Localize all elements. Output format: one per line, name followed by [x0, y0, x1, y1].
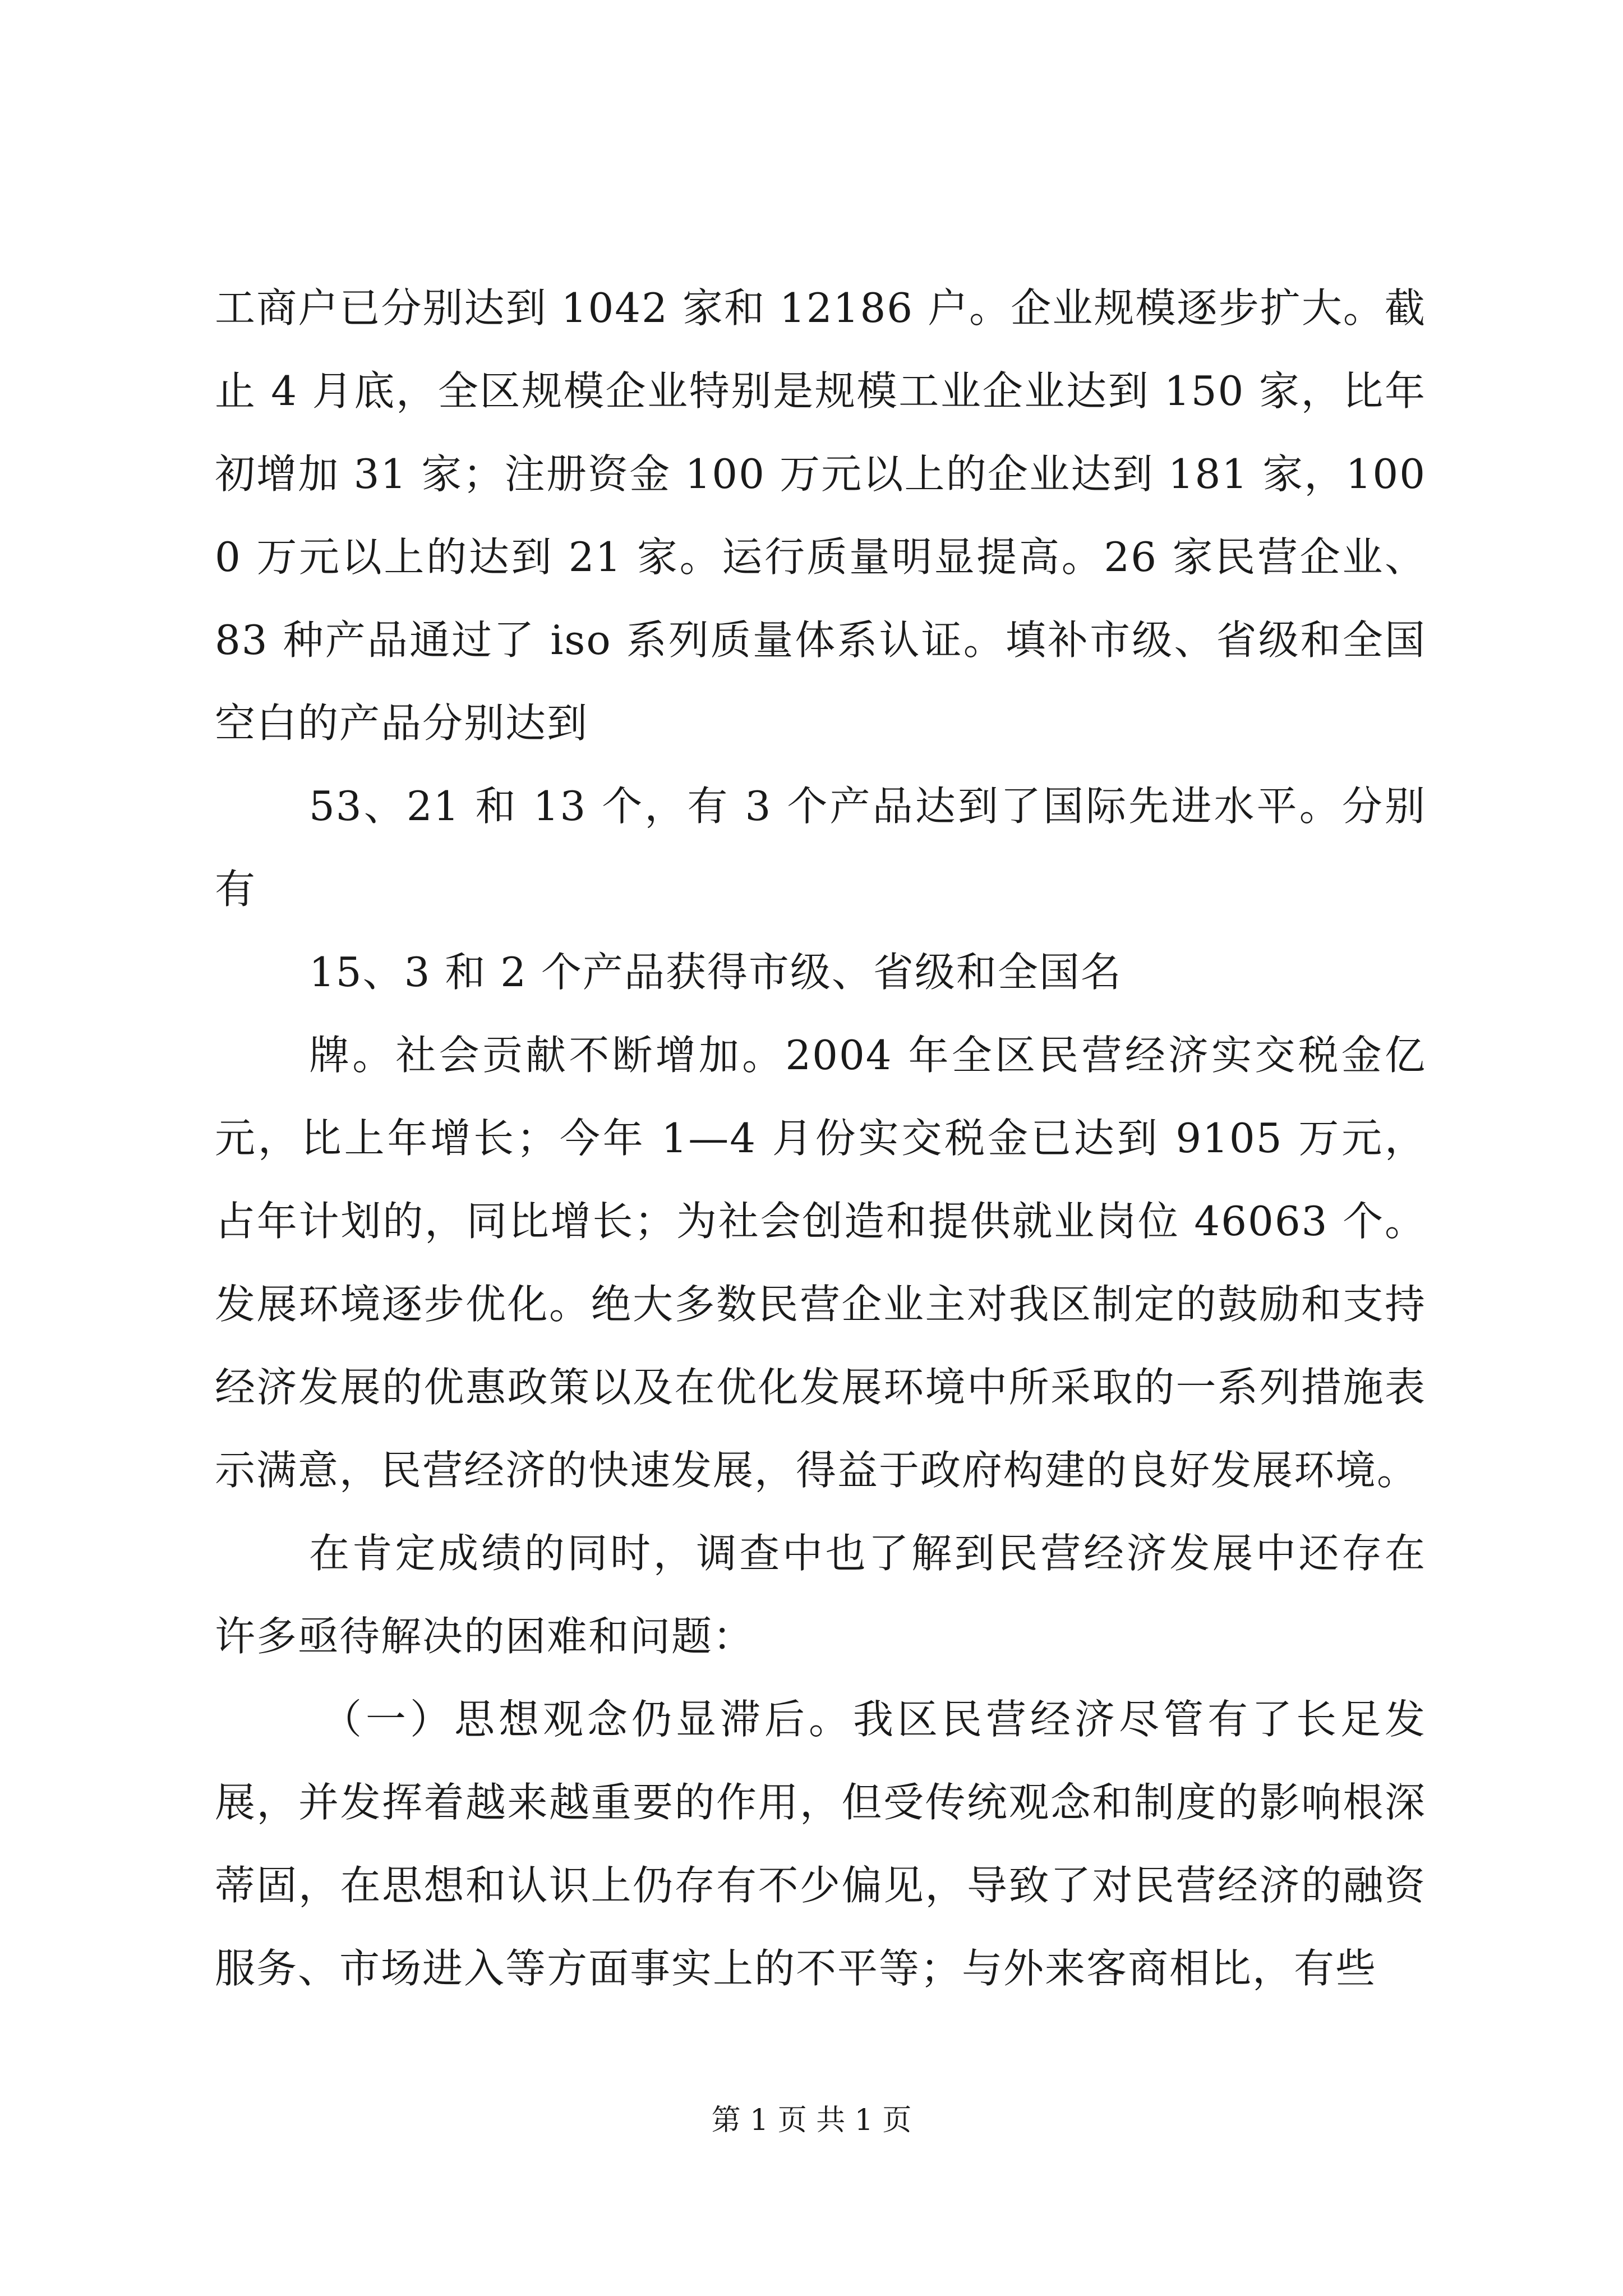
- paragraph-5: 在肯定成绩的同时，调查中也了解到民营经济发展中还存在许多亟待解决的困难和问题：: [215, 1530, 1426, 1660]
- paragraph-4: 牌。社会贡献不断增加。2004 年全区民营经济实交税金亿元，比上年增长；今年 1—4 月份实交税金已达到 9105 万元，占年计划的，同比增长；为社会创造和提供就业岗位 46063 个。发展环境逐步优化。绝大多数民营企业主对我区制定的鼓励和支持经济发展的优惠政策以及在优化发展环境中所采取的一系列措施表示满意，民营经济的快速发展，得益于政府构建的良好发展环境。: [215, 1032, 1426, 1494]
- paragraph-3: 15、3 和 2 个产品获得市级、省级和全国名: [309, 949, 1122, 996]
- paragraph-6: （一）思想观念仍显滞后。我区民营经济尽管有了长足发展，并发挥着越来越重要的作用，但受传统观念和制度的影响根深蒂固，在思想和认识上仍存有不少偏见，导致了对民营经济的融资服务、市场进入等方面事实上的不平等；与外来客商相比，有些: [215, 1696, 1426, 1992]
- paragraph-1: 工商户已分别达到 1042 家和 12186 户。企业规模逐步扩大。截止 4 月底，全区规模企业特别是规模工业企业达到 150 家，比年初增加 31 家；注册资金 100 万元以上的企业达到 181 家，1000 万元以上的达到 21 家。运行质量明显提高。26 家民营企业、83 种产品通过了 iso 系列质量体系认证。填补市级、省级和全国空白的产品分别达到: [215, 284, 1426, 747]
- document-body: [215, 266, 1426, 2010]
- paragraph-2: 53、21 和 13 个，有 3 个产品达到了国际先进水平。分别有: [215, 783, 1426, 913]
- page-footer: 第 1 页 共 1 页: [711, 2104, 912, 2137]
